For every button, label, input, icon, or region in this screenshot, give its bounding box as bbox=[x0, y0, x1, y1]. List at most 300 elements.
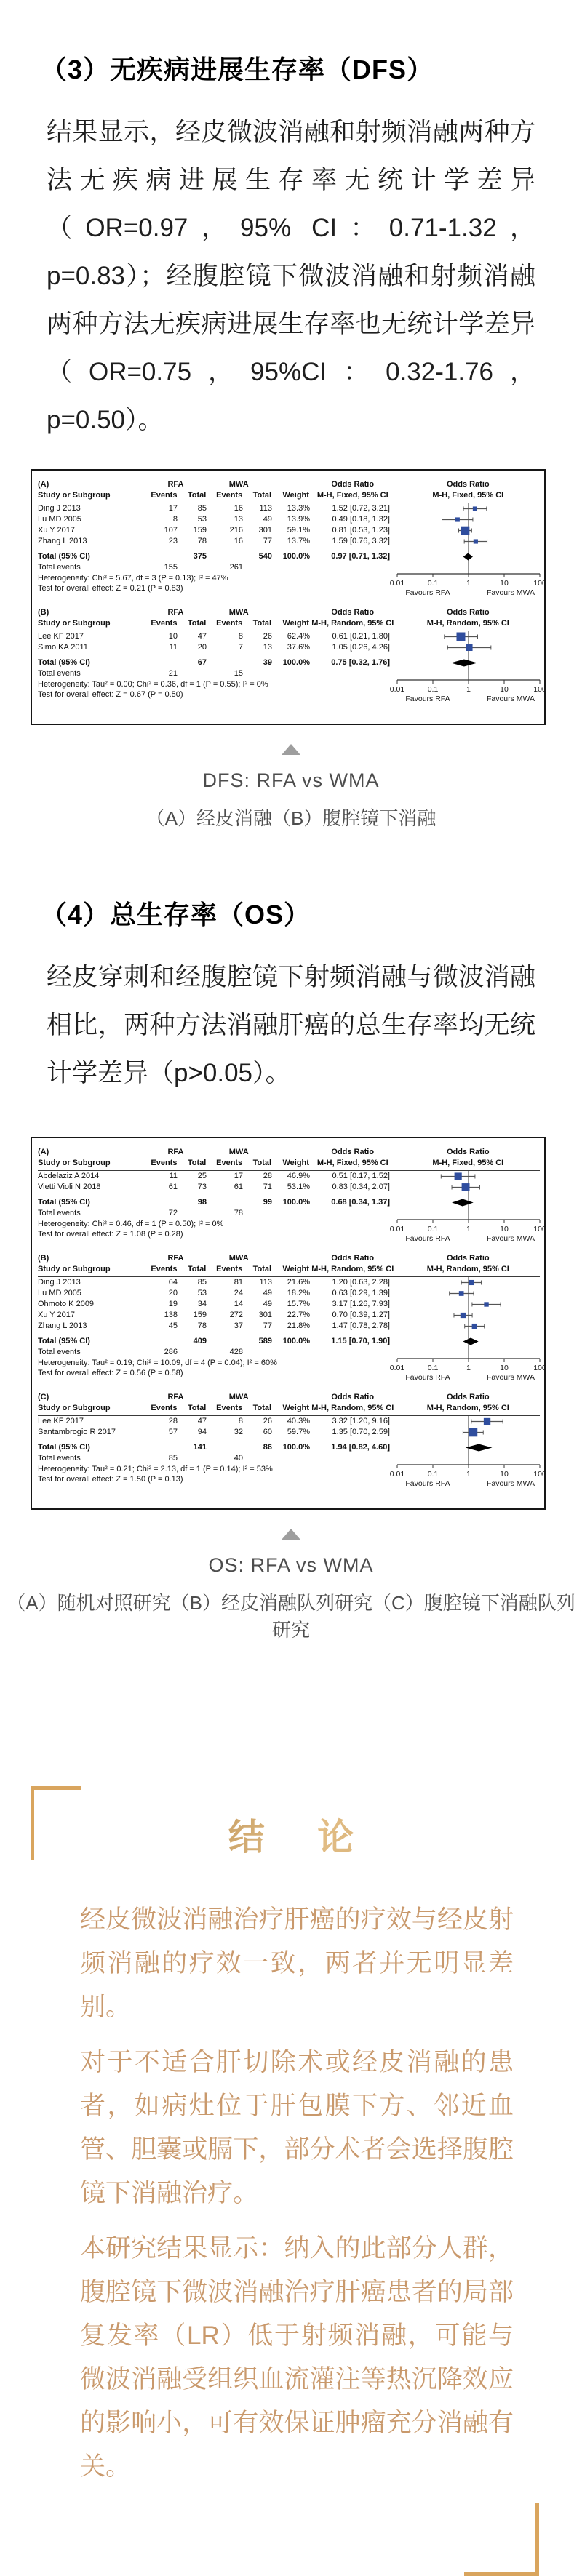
panel-label: (B) bbox=[38, 608, 49, 617]
study-name: Xu Y 2017 bbox=[38, 526, 75, 535]
weight-value: 13.9% bbox=[287, 515, 310, 524]
forest-cell: 138 bbox=[164, 1311, 178, 1319]
forest-plot-os bbox=[31, 1137, 546, 1510]
forest-body bbox=[38, 1171, 546, 1243]
total-col-header: Total bbox=[252, 1265, 272, 1273]
triangle-up-icon bbox=[282, 1529, 300, 1540]
svg-text:100: 100 bbox=[533, 685, 546, 694]
forest-cell: 28 bbox=[263, 1172, 272, 1180]
forest-cell: 141 bbox=[193, 1443, 207, 1452]
method-header: M-H, Random, 95% CI bbox=[311, 1265, 394, 1273]
forest-cell: 8 bbox=[238, 1417, 243, 1425]
svg-text:Favours MWA: Favours MWA bbox=[486, 1479, 535, 1488]
study-name: Ding J 2013 bbox=[38, 1278, 81, 1287]
svg-text:1: 1 bbox=[466, 1364, 471, 1372]
or-ci-value: 0.61 [0.21, 1.80] bbox=[332, 632, 390, 641]
forest-panel bbox=[38, 1392, 546, 1488]
forest-cell: 49 bbox=[263, 515, 272, 524]
forest-cell bbox=[146, 1336, 178, 1347]
forest-cell: 21 bbox=[168, 669, 178, 678]
forest-cell: 72 bbox=[168, 1209, 178, 1217]
svg-text:100: 100 bbox=[533, 1225, 546, 1233]
forest-cell bbox=[146, 1197, 178, 1208]
total-or-ci: 0.97 [0.71, 1.32] bbox=[331, 552, 390, 561]
total-col-header: Total bbox=[252, 1159, 272, 1167]
or-ci-value: 0.63 [0.29, 1.39] bbox=[332, 1289, 390, 1297]
group2-header: MWA bbox=[228, 480, 249, 489]
forest-cell: 113 bbox=[259, 504, 272, 513]
forest-cell bbox=[207, 551, 243, 562]
svg-text:10: 10 bbox=[500, 1364, 509, 1372]
caption-subtitle: （A）经皮消融（B）腹腔镜下消融 bbox=[146, 807, 436, 829]
forest-plot-area bbox=[383, 503, 565, 599]
forest-cell: 64 bbox=[168, 1278, 178, 1287]
events-col-header: Events bbox=[216, 1404, 243, 1412]
forest-cell: 11 bbox=[169, 643, 178, 652]
forest-cell: 67 bbox=[197, 658, 207, 667]
forest-cell: 28 bbox=[168, 1417, 178, 1425]
forest-cell: 107 bbox=[164, 526, 178, 535]
study-col-header: Study or Subgroup bbox=[38, 619, 111, 628]
total-col-header: Total bbox=[252, 491, 272, 500]
forest-cell: 155 bbox=[164, 563, 178, 572]
section-dfs-heading: （3）无疾病进展生存率（DFS） bbox=[41, 55, 434, 84]
forest-plot-area bbox=[383, 1277, 565, 1383]
svg-text:0.1: 0.1 bbox=[427, 1225, 439, 1233]
forest-cell bbox=[207, 1442, 243, 1453]
forest-cell: 99 bbox=[263, 1198, 272, 1207]
odds-ratio-plot-header: Odds Ratio bbox=[446, 1393, 490, 1401]
study-name: Vietti Violi N 2018 bbox=[38, 1183, 101, 1191]
forest-cell: 78 bbox=[197, 1321, 207, 1330]
forest-cell: 49 bbox=[263, 1300, 272, 1308]
odds-ratio-plot-header: Odds Ratio bbox=[446, 608, 490, 617]
forest-panel bbox=[38, 479, 546, 597]
forest-cell: 73 bbox=[197, 1183, 207, 1191]
panel-label: (A) bbox=[38, 1148, 49, 1156]
section-dfs-paragraph: 结果显示，经皮微波消融和射频消融两种方法无疾病进展生存率无统计学差异（OR=0.97，95% CI：0.71-1.32，p=0.83）；经腹腔镜下微波消融和射频消融两种方法无疾病进展生存率也无统计学差异（OR=0.75，95%CI：0.32-1.76，p=0.50）。 bbox=[47, 118, 535, 434]
svg-text:0.1: 0.1 bbox=[427, 579, 439, 588]
forest-plot-area bbox=[383, 1416, 565, 1489]
panel-label: (B) bbox=[38, 1254, 49, 1263]
gold-corner-top-left bbox=[31, 1786, 81, 1860]
figure-caption-os bbox=[0, 1529, 582, 1642]
spacer bbox=[271, 1253, 309, 1264]
method-header: M-H, Fixed, 95% CI bbox=[316, 491, 388, 500]
group2-header: MWA bbox=[228, 608, 249, 617]
spacer bbox=[271, 1392, 309, 1403]
forest-cell: 17 bbox=[168, 504, 178, 513]
svg-text:1: 1 bbox=[466, 1470, 471, 1479]
total-or-ci: 1.15 [0.70, 1.90] bbox=[331, 1337, 390, 1345]
svg-text:0.01: 0.01 bbox=[389, 1364, 405, 1372]
forest-column-header-row bbox=[38, 1158, 540, 1171]
forest-cell: 85 bbox=[197, 1278, 207, 1287]
weight-value: 22.7% bbox=[287, 1311, 310, 1319]
group1-header: RFA bbox=[167, 1393, 184, 1401]
forest-cell bbox=[178, 668, 207, 679]
forest-cell: 57 bbox=[168, 1428, 178, 1436]
weight-col-header: Weight bbox=[282, 1265, 309, 1273]
forest-cell: Total events bbox=[38, 563, 81, 572]
events-col-header: Events bbox=[216, 619, 243, 628]
events-col-header: Events bbox=[151, 619, 178, 628]
forest-cell: 37 bbox=[234, 1321, 243, 1330]
forest-cell: 53 bbox=[197, 1289, 207, 1297]
weight-value: 59.7% bbox=[287, 1428, 310, 1436]
forest-cell: 94 bbox=[197, 1428, 207, 1436]
total-col-header: Total bbox=[187, 619, 207, 628]
forest-body bbox=[38, 503, 546, 597]
weight-value: 53.1% bbox=[287, 1183, 310, 1191]
forest-cell bbox=[178, 1453, 207, 1464]
forest-cell: 100.0% bbox=[282, 1443, 310, 1452]
study-name: Santambrogio R 2017 bbox=[38, 1428, 116, 1436]
forest-cell: 13 bbox=[263, 643, 272, 652]
forest-cell bbox=[207, 1197, 243, 1208]
study-name: Ding J 2013 bbox=[38, 504, 81, 513]
forest-cell: Total events bbox=[38, 1209, 81, 1217]
study-col-header: Study or Subgroup bbox=[38, 1404, 111, 1412]
weight-col-header: Weight bbox=[282, 1159, 309, 1167]
method-plot-header: M-H, Random, 95% CI bbox=[426, 1404, 509, 1412]
total-col-header: Total bbox=[252, 619, 272, 628]
forest-cell bbox=[146, 657, 178, 668]
conclusion-paragraph: 本研究结果显示：纳入的此部分人群，腹腔镜下微波消融治疗肝癌患者的局部复发率（LR）低于射频消融，可能与微波消融受组织血流灌注等热沉降效应的影响小，可有效保证肿瘤充分消融有关。 bbox=[80, 2234, 514, 2481]
forest-cell: Total (95% CI) bbox=[38, 1337, 90, 1345]
weight-value: 46.9% bbox=[287, 1172, 310, 1180]
forest-column-header-row bbox=[38, 1403, 540, 1416]
forest-cell: 47 bbox=[197, 1417, 207, 1425]
forest-cell: 26 bbox=[263, 1417, 272, 1425]
section-os-heading: （4）总生存率（OS） bbox=[41, 900, 311, 929]
forest-cell: 19 bbox=[168, 1300, 178, 1308]
forest-cell: 77 bbox=[263, 1321, 272, 1330]
forest-cell: 8 bbox=[172, 515, 178, 524]
forest-cell: 159 bbox=[193, 526, 207, 535]
spacer bbox=[271, 607, 309, 618]
forest-body bbox=[38, 1277, 546, 1382]
forest-cell: 34 bbox=[197, 1300, 207, 1308]
forest-cell: 40 bbox=[234, 1454, 243, 1463]
study-name: Zhang L 2013 bbox=[38, 537, 87, 545]
study-name: Zhang L 2013 bbox=[38, 1321, 87, 1330]
forest-cell: 98 bbox=[197, 1198, 207, 1207]
or-ci-value: 3.32 [1.20, 9.16] bbox=[332, 1417, 390, 1425]
heterogeneity-note: Heterogeneity: Tau² = 0.19; Chi² = 10.09, df = 4 (P = 0.04); I² = 60% bbox=[38, 1359, 277, 1367]
forest-cell: 100.0% bbox=[282, 1337, 310, 1345]
odds-ratio-plot-header: Odds Ratio bbox=[446, 480, 490, 489]
conclusion-paragraph: 经皮微波消融治疗肝癌的疗效与经皮射频消融的疗效一致，两者并无明显差别。 bbox=[80, 1905, 514, 2021]
events-col-header: Events bbox=[151, 1404, 178, 1412]
forest-cell: 39 bbox=[263, 658, 272, 667]
forest-cell: 61 bbox=[234, 1183, 243, 1191]
forest-cell: 301 bbox=[258, 1311, 272, 1319]
heterogeneity-note: Heterogeneity: Tau² = 0.21; Chi² = 2.13, df = 1 (P = 0.14); I² = 53% bbox=[38, 1465, 273, 1473]
overall-effect-note: Test for overall effect: Z = 0.67 (P = 0.50) bbox=[38, 690, 183, 699]
forest-cell: 71 bbox=[263, 1183, 272, 1191]
forest-cell: 159 bbox=[193, 1311, 207, 1319]
forest-cell: 375 bbox=[193, 552, 207, 561]
weight-value: 21.8% bbox=[287, 1321, 310, 1330]
or-ci-value: 1.20 [0.63, 2.28] bbox=[332, 1278, 390, 1287]
or-ci-value: 1.05 [0.26, 4.26] bbox=[332, 643, 390, 652]
forest-cell: 10 bbox=[168, 632, 178, 641]
forest-cell: 301 bbox=[258, 526, 272, 535]
forest-cell: 60 bbox=[263, 1428, 272, 1436]
spacer bbox=[271, 479, 309, 490]
svg-text:0.01: 0.01 bbox=[389, 1470, 405, 1479]
total-or-ci: 0.68 [0.34, 1.37] bbox=[331, 1198, 390, 1207]
forest-cell: 100.0% bbox=[282, 552, 310, 561]
forest-group-header-row bbox=[38, 1147, 540, 1158]
svg-text:Favours RFA: Favours RFA bbox=[405, 1234, 450, 1243]
forest-plot-area bbox=[383, 631, 565, 705]
forest-cell: 409 bbox=[193, 1337, 207, 1345]
weight-value: 62.4% bbox=[287, 632, 310, 641]
forest-cell: 81 bbox=[234, 1278, 243, 1287]
weight-col-header: Weight bbox=[282, 619, 309, 628]
svg-text:Favours MWA: Favours MWA bbox=[486, 695, 535, 703]
heterogeneity-note: Heterogeneity: Chi² = 0.46, df = 1 (P = 0.50); I² = 0% bbox=[38, 1220, 224, 1228]
events-col-header: Events bbox=[151, 1265, 178, 1273]
weight-col-header: Weight bbox=[282, 1404, 309, 1412]
forest-cell: 16 bbox=[234, 504, 243, 513]
or-ci-value: 1.47 [0.78, 2.78] bbox=[332, 1321, 390, 1330]
or-ci-value: 0.51 [0.17, 1.52] bbox=[332, 1172, 390, 1180]
panel-label: (C) bbox=[38, 1393, 49, 1401]
study-name: Simo KA 2011 bbox=[38, 643, 88, 652]
forest-cell: Total (95% CI) bbox=[38, 552, 90, 561]
forest-cell: 85 bbox=[197, 504, 207, 513]
study-name: Lu MD 2005 bbox=[38, 1289, 81, 1297]
forest-cell: 261 bbox=[229, 563, 243, 572]
odds-ratio-plot-header: Odds Ratio bbox=[446, 1148, 490, 1156]
svg-text:0.01: 0.01 bbox=[389, 579, 405, 588]
weight-value: 40.3% bbox=[287, 1417, 310, 1425]
triangle-up-icon bbox=[282, 744, 300, 755]
weight-value: 37.6% bbox=[287, 643, 310, 652]
forest-cell bbox=[146, 551, 178, 562]
forest-cell bbox=[178, 1347, 207, 1358]
forest-column-header-row bbox=[38, 1264, 540, 1277]
forest-panel bbox=[38, 1253, 546, 1382]
study-name: Ohmoto K 2009 bbox=[38, 1300, 95, 1308]
study-name: Abdelaziz A 2014 bbox=[38, 1172, 100, 1180]
forest-cell: 216 bbox=[229, 526, 243, 535]
forest-group-header-row bbox=[38, 1392, 540, 1403]
forest-column-header-row bbox=[38, 490, 540, 503]
forest-cell: 32 bbox=[234, 1428, 243, 1436]
forest-cell bbox=[178, 1208, 207, 1219]
method-header: M-H, Fixed, 95% CI bbox=[316, 1159, 388, 1167]
group2-header: MWA bbox=[228, 1393, 249, 1401]
svg-text:10: 10 bbox=[500, 1225, 509, 1233]
svg-text:1: 1 bbox=[466, 579, 471, 588]
forest-cell: 86 bbox=[263, 1443, 272, 1452]
forest-cell: 53 bbox=[197, 515, 207, 524]
forest-cell: 45 bbox=[168, 1321, 178, 1330]
forest-cell: 24 bbox=[234, 1289, 243, 1297]
forest-cell: 113 bbox=[259, 1278, 272, 1287]
events-col-header: Events bbox=[151, 1159, 178, 1167]
svg-text:Favours RFA: Favours RFA bbox=[405, 1373, 450, 1382]
svg-text:1: 1 bbox=[466, 1225, 471, 1233]
or-ci-value: 1.59 [0.76, 3.32] bbox=[332, 537, 390, 545]
forest-cell: 589 bbox=[258, 1337, 272, 1345]
forest-cell: 100.0% bbox=[282, 1198, 310, 1207]
events-col-header: Events bbox=[216, 1159, 243, 1167]
events-col-header: Events bbox=[216, 1265, 243, 1273]
odds-ratio-header: Odds Ratio bbox=[331, 1393, 375, 1401]
overall-effect-note: Test for overall effect: Z = 1.08 (P = 0.28) bbox=[38, 1230, 183, 1239]
svg-text:Favours MWA: Favours MWA bbox=[486, 1373, 535, 1382]
forest-cell: Total (95% CI) bbox=[38, 1443, 90, 1452]
group1-header: RFA bbox=[167, 1148, 184, 1156]
heterogeneity-note: Heterogeneity: Tau² = 0.00; Chi² = 0.36, df = 1 (P = 0.55); I² = 0% bbox=[38, 680, 268, 689]
forest-cell: 23 bbox=[168, 537, 178, 545]
forest-cell: 78 bbox=[197, 537, 207, 545]
forest-body bbox=[38, 1416, 546, 1488]
overall-effect-note: Test for overall effect: Z = 0.21 (P = 0.83) bbox=[38, 584, 183, 593]
forest-cell: 47 bbox=[197, 632, 207, 641]
total-col-header: Total bbox=[252, 1404, 272, 1412]
svg-text:0.1: 0.1 bbox=[427, 1364, 439, 1372]
forest-cell: 85 bbox=[168, 1454, 178, 1463]
spacer bbox=[271, 1147, 309, 1158]
forest-cell: Total events bbox=[38, 1454, 81, 1463]
weight-col-header: Weight bbox=[282, 491, 309, 500]
forest-cell: 100.0% bbox=[282, 658, 310, 667]
svg-text:10: 10 bbox=[500, 1470, 509, 1479]
study-col-header: Study or Subgroup bbox=[38, 491, 111, 500]
forest-cell: Total (95% CI) bbox=[38, 1198, 90, 1207]
forest-cell: Total (95% CI) bbox=[38, 658, 90, 667]
forest-cell: 78 bbox=[234, 1209, 243, 1217]
forest-cell bbox=[207, 657, 243, 668]
method-header: M-H, Random, 95% CI bbox=[311, 1404, 394, 1412]
svg-text:Favours RFA: Favours RFA bbox=[405, 588, 450, 597]
odds-ratio-header: Odds Ratio bbox=[331, 1254, 375, 1263]
odds-ratio-header: Odds Ratio bbox=[331, 480, 375, 489]
svg-text:Favours MWA: Favours MWA bbox=[486, 1234, 535, 1243]
total-or-ci: 0.75 [0.32, 1.76] bbox=[331, 658, 390, 667]
forest-cell bbox=[207, 1336, 243, 1347]
total-col-header: Total bbox=[187, 1404, 207, 1412]
svg-text:10: 10 bbox=[500, 685, 509, 694]
or-ci-value: 1.35 [0.70, 2.59] bbox=[332, 1428, 390, 1436]
caption-title: DFS: RFA vs WMA bbox=[202, 769, 380, 791]
events-col-header: Events bbox=[216, 491, 243, 500]
forest-cell: 8 bbox=[238, 632, 243, 641]
heterogeneity-note: Heterogeneity: Chi² = 5.67, df = 3 (P = 0.13); I² = 47% bbox=[38, 574, 228, 583]
forest-cell: 272 bbox=[229, 1311, 243, 1319]
or-ci-value: 3.17 [1.26, 7.93] bbox=[332, 1300, 390, 1308]
forest-plot-area bbox=[383, 1171, 565, 1244]
odds-ratio-plot-header: Odds Ratio bbox=[446, 1254, 490, 1263]
forest-cell: 17 bbox=[234, 1172, 243, 1180]
svg-text:Favours RFA: Favours RFA bbox=[405, 1479, 450, 1488]
forest-cell: 49 bbox=[263, 1289, 272, 1297]
weight-value: 15.7% bbox=[287, 1300, 310, 1308]
conclusion-section bbox=[0, 1786, 582, 2576]
forest-cell: 61 bbox=[168, 1183, 178, 1191]
or-ci-value: 1.52 [0.72, 3.21] bbox=[332, 504, 390, 513]
forest-cell: 77 bbox=[263, 537, 272, 545]
svg-text:100: 100 bbox=[533, 579, 546, 588]
svg-text:100: 100 bbox=[533, 1364, 546, 1372]
method-plot-header: M-H, Random, 95% CI bbox=[426, 619, 509, 628]
forest-cell: 26 bbox=[263, 632, 272, 641]
total-col-header: Total bbox=[187, 491, 207, 500]
conclusion-paragraph: 对于不适合肝切除术或经皮消融的患者，如病灶位于肝包膜下方、邻近血管、胆囊或膈下，部分术者会选择腹腔镜下消融治疗。 bbox=[80, 2048, 514, 2207]
group2-header: MWA bbox=[228, 1254, 249, 1263]
total-col-header: Total bbox=[187, 1159, 207, 1167]
events-col-header: Events bbox=[151, 491, 178, 500]
forest-cell: 25 bbox=[197, 1172, 207, 1180]
svg-text:0.1: 0.1 bbox=[427, 685, 439, 694]
forest-cell: 7 bbox=[238, 643, 243, 652]
overall-effect-note: Test for overall effect: Z = 1.50 (P = 0.13) bbox=[38, 1475, 183, 1484]
forest-cell: 20 bbox=[197, 643, 207, 652]
forest-cell: 20 bbox=[168, 1289, 178, 1297]
weight-value: 13.3% bbox=[287, 504, 310, 513]
caption-subtitle: （A）随机对照研究（B）经皮消融队列研究（C）腹腔镜下消融队列研究 bbox=[7, 1592, 575, 1641]
total-col-header: Total bbox=[187, 1265, 207, 1273]
study-name: Lu MD 2005 bbox=[38, 515, 81, 524]
study-col-header: Study or Subgroup bbox=[38, 1265, 111, 1273]
method-header: M-H, Random, 95% CI bbox=[311, 619, 394, 628]
svg-text:10: 10 bbox=[500, 579, 509, 588]
weight-value: 21.6% bbox=[287, 1278, 310, 1287]
method-plot-header: M-H, Random, 95% CI bbox=[426, 1265, 509, 1273]
conclusion-title: 结 论 bbox=[0, 1808, 582, 1860]
weight-value: 59.1% bbox=[287, 526, 310, 535]
forest-column-header-row bbox=[38, 618, 540, 631]
forest-cell: 15 bbox=[234, 669, 243, 678]
panel-label: (A) bbox=[38, 480, 49, 489]
forest-cell: 540 bbox=[258, 552, 272, 561]
forest-cell: Total events bbox=[38, 1348, 81, 1356]
overall-effect-note: Test for overall effect: Z = 0.56 (P = 0.58) bbox=[38, 1369, 183, 1377]
forest-cell: Total events bbox=[38, 669, 81, 678]
forest-plot-dfs bbox=[31, 469, 546, 725]
svg-text:0.01: 0.01 bbox=[389, 1225, 405, 1233]
svg-text:1: 1 bbox=[466, 685, 471, 694]
figure-caption-dfs bbox=[0, 744, 582, 831]
svg-text:0.1: 0.1 bbox=[427, 1470, 439, 1479]
odds-ratio-header: Odds Ratio bbox=[331, 1148, 375, 1156]
study-col-header: Study or Subgroup bbox=[38, 1159, 111, 1167]
weight-value: 18.2% bbox=[287, 1289, 310, 1297]
svg-text:Favours RFA: Favours RFA bbox=[405, 695, 450, 703]
forest-cell: 13 bbox=[234, 515, 243, 524]
section-os-paragraph: 经皮穿刺和经腹腔镜下射频消融与微波消融相比，两种方法消融肝癌的总生存率均无统计学差异（p>0.05）。 bbox=[47, 963, 535, 1087]
forest-cell bbox=[178, 562, 207, 573]
forest-panel bbox=[38, 607, 546, 703]
or-ci-value: 0.83 [0.34, 2.07] bbox=[332, 1183, 390, 1191]
odds-ratio-header: Odds Ratio bbox=[331, 608, 375, 617]
gold-corner-bottom-right bbox=[464, 2503, 539, 2576]
forest-body bbox=[38, 631, 546, 703]
study-name: Lee KF 2017 bbox=[38, 632, 84, 641]
or-ci-value: 0.81 [0.53, 1.23] bbox=[332, 526, 390, 535]
caption-title: OS: RFA vs WMA bbox=[208, 1554, 374, 1576]
forest-group-header-row bbox=[38, 1253, 540, 1264]
weight-value: 13.7% bbox=[287, 537, 310, 545]
study-name: Xu Y 2017 bbox=[38, 1311, 75, 1319]
group1-header: RFA bbox=[167, 1254, 184, 1263]
